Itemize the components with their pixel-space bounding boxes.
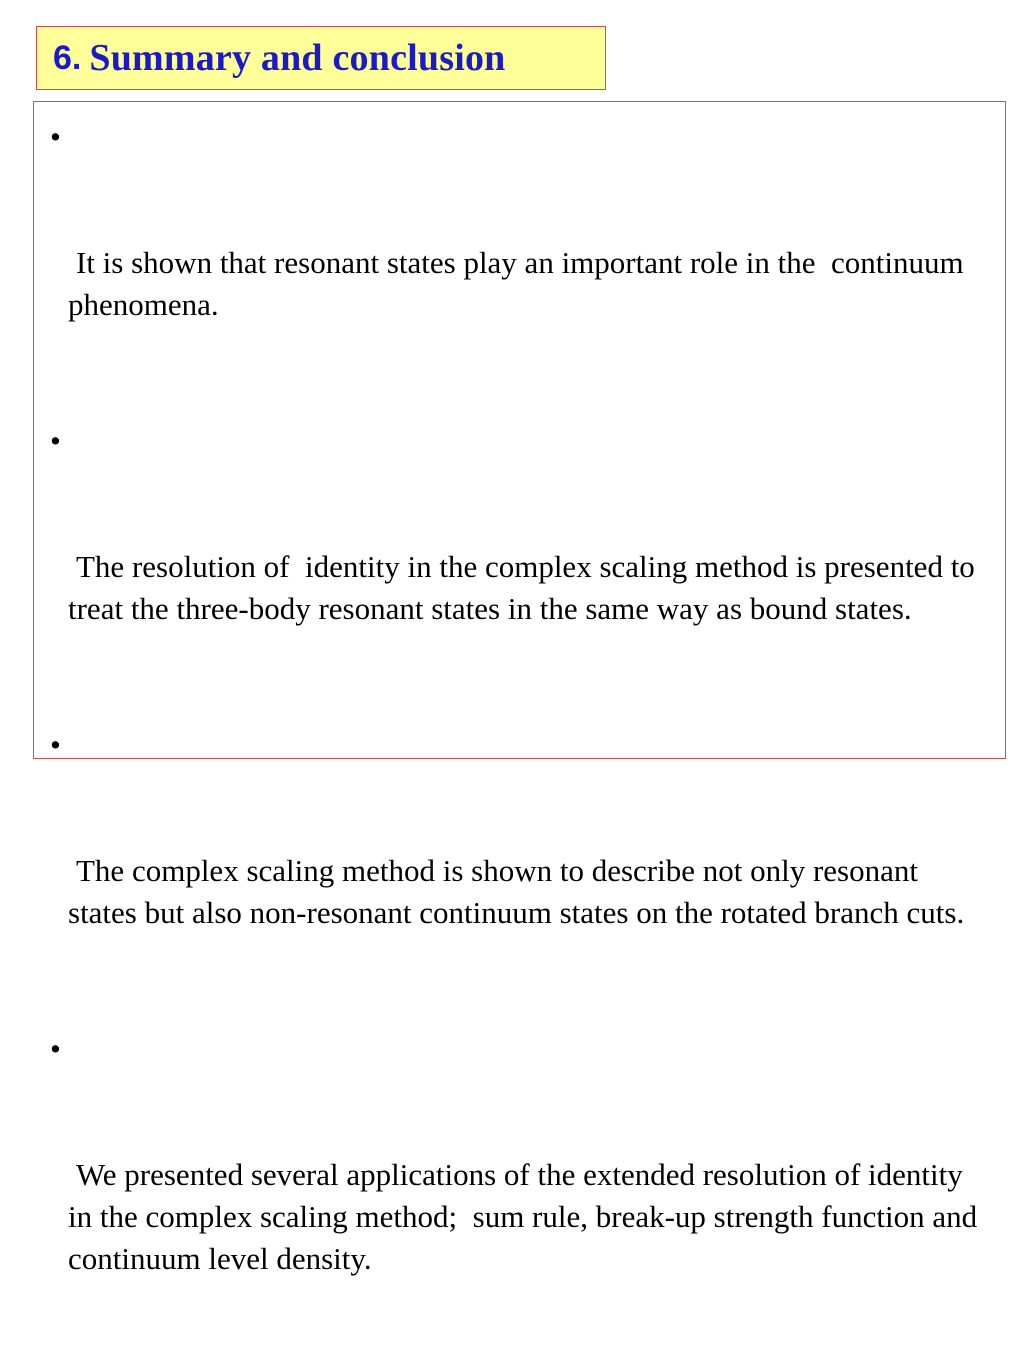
content-box xyxy=(33,101,1006,1276)
bullet-marker: • xyxy=(50,1031,61,1066)
bullet-text: The complex scaling method is shown to describe not only resonant states but also non-resonant continuum states on the rotated branch cuts. xyxy=(68,853,965,930)
section-number: 6. xyxy=(53,38,82,77)
bullet-item xyxy=(50,724,993,1018)
slide-title-box xyxy=(36,26,606,90)
bullet-marker: • xyxy=(50,119,61,154)
bullet-list xyxy=(50,116,993,1364)
bullet-item xyxy=(50,1028,993,1364)
slide-title: Summary and conclusion xyxy=(89,37,506,79)
bullet-item xyxy=(50,116,993,410)
bullet-text: The resolution of identity in the complex scaling method is presented to treat the three-body resonant states in the same way as bound states. xyxy=(68,549,983,626)
bullet-marker: • xyxy=(50,727,61,762)
bullet-item xyxy=(50,420,993,714)
bullet-text: It is shown that resonant states play an important role in the continuum phenomena. xyxy=(68,245,972,322)
bullet-marker: • xyxy=(50,423,61,458)
bullet-text: We presented several applications of the extended resolution of identity in the complex scaling method; sum rule, break-up strength function and continuum level density. xyxy=(68,1157,993,1276)
